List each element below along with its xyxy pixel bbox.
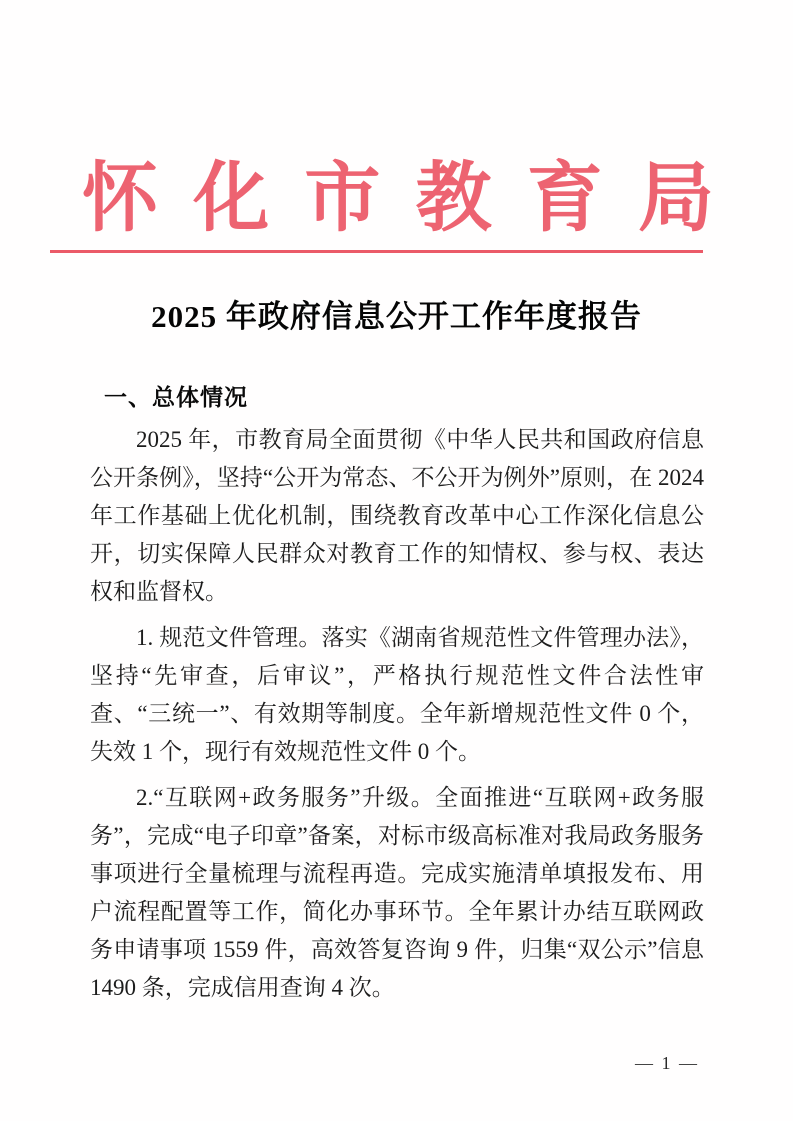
paragraph-internet-gov-services: 2.“互联网+政务服务”升级。全面推进“互联网+政务服务”，完成“电子印章”备案，对标市级高标准对我局政务服务事项进行全量梳理与流程再造。完成实施清单填报发布、用户流程配置等工作，简化办事环节。全年累计办结互联网政务申请事项 1559 件，高效答复咨询 9 件，归集“双公示”信息 1490 条，完成信用查询 4 次。: [90, 785, 704, 1000]
paragraph-overview: 2025 年，市教育局全面贯彻《中华人民共和国政府信息公开条例》，坚持“公开为常态、不公开为例外”原则，在 2024 年工作基础上优化机制，围绕教育改革中心工作深化信息公开，切实保障人民群众对教育工作的知情权、参与权、表达权和监督权。: [90, 427, 704, 604]
document-body: [90, 379, 704, 1007]
paragraph-file-management: 1. 规范文件管理。落实《湖南省规范性文件管理办法》，坚持“先审查，后审议”，严格执行规范性文件合法性审查、“三统一”、有效期等制度。全年新增规范性文件 0 个，失效 1 个，现行有效规范性文件 0 个。: [90, 625, 704, 764]
section-heading: 一、总体情况: [104, 384, 248, 410]
document-title: 2025 年政府信息公开工作年度报告: [151, 299, 642, 334]
letterhead-title: 怀化市教育局: [82, 157, 714, 241]
page-number: — 1 —: [635, 1053, 699, 1073]
letterhead-divider: [50, 250, 703, 253]
